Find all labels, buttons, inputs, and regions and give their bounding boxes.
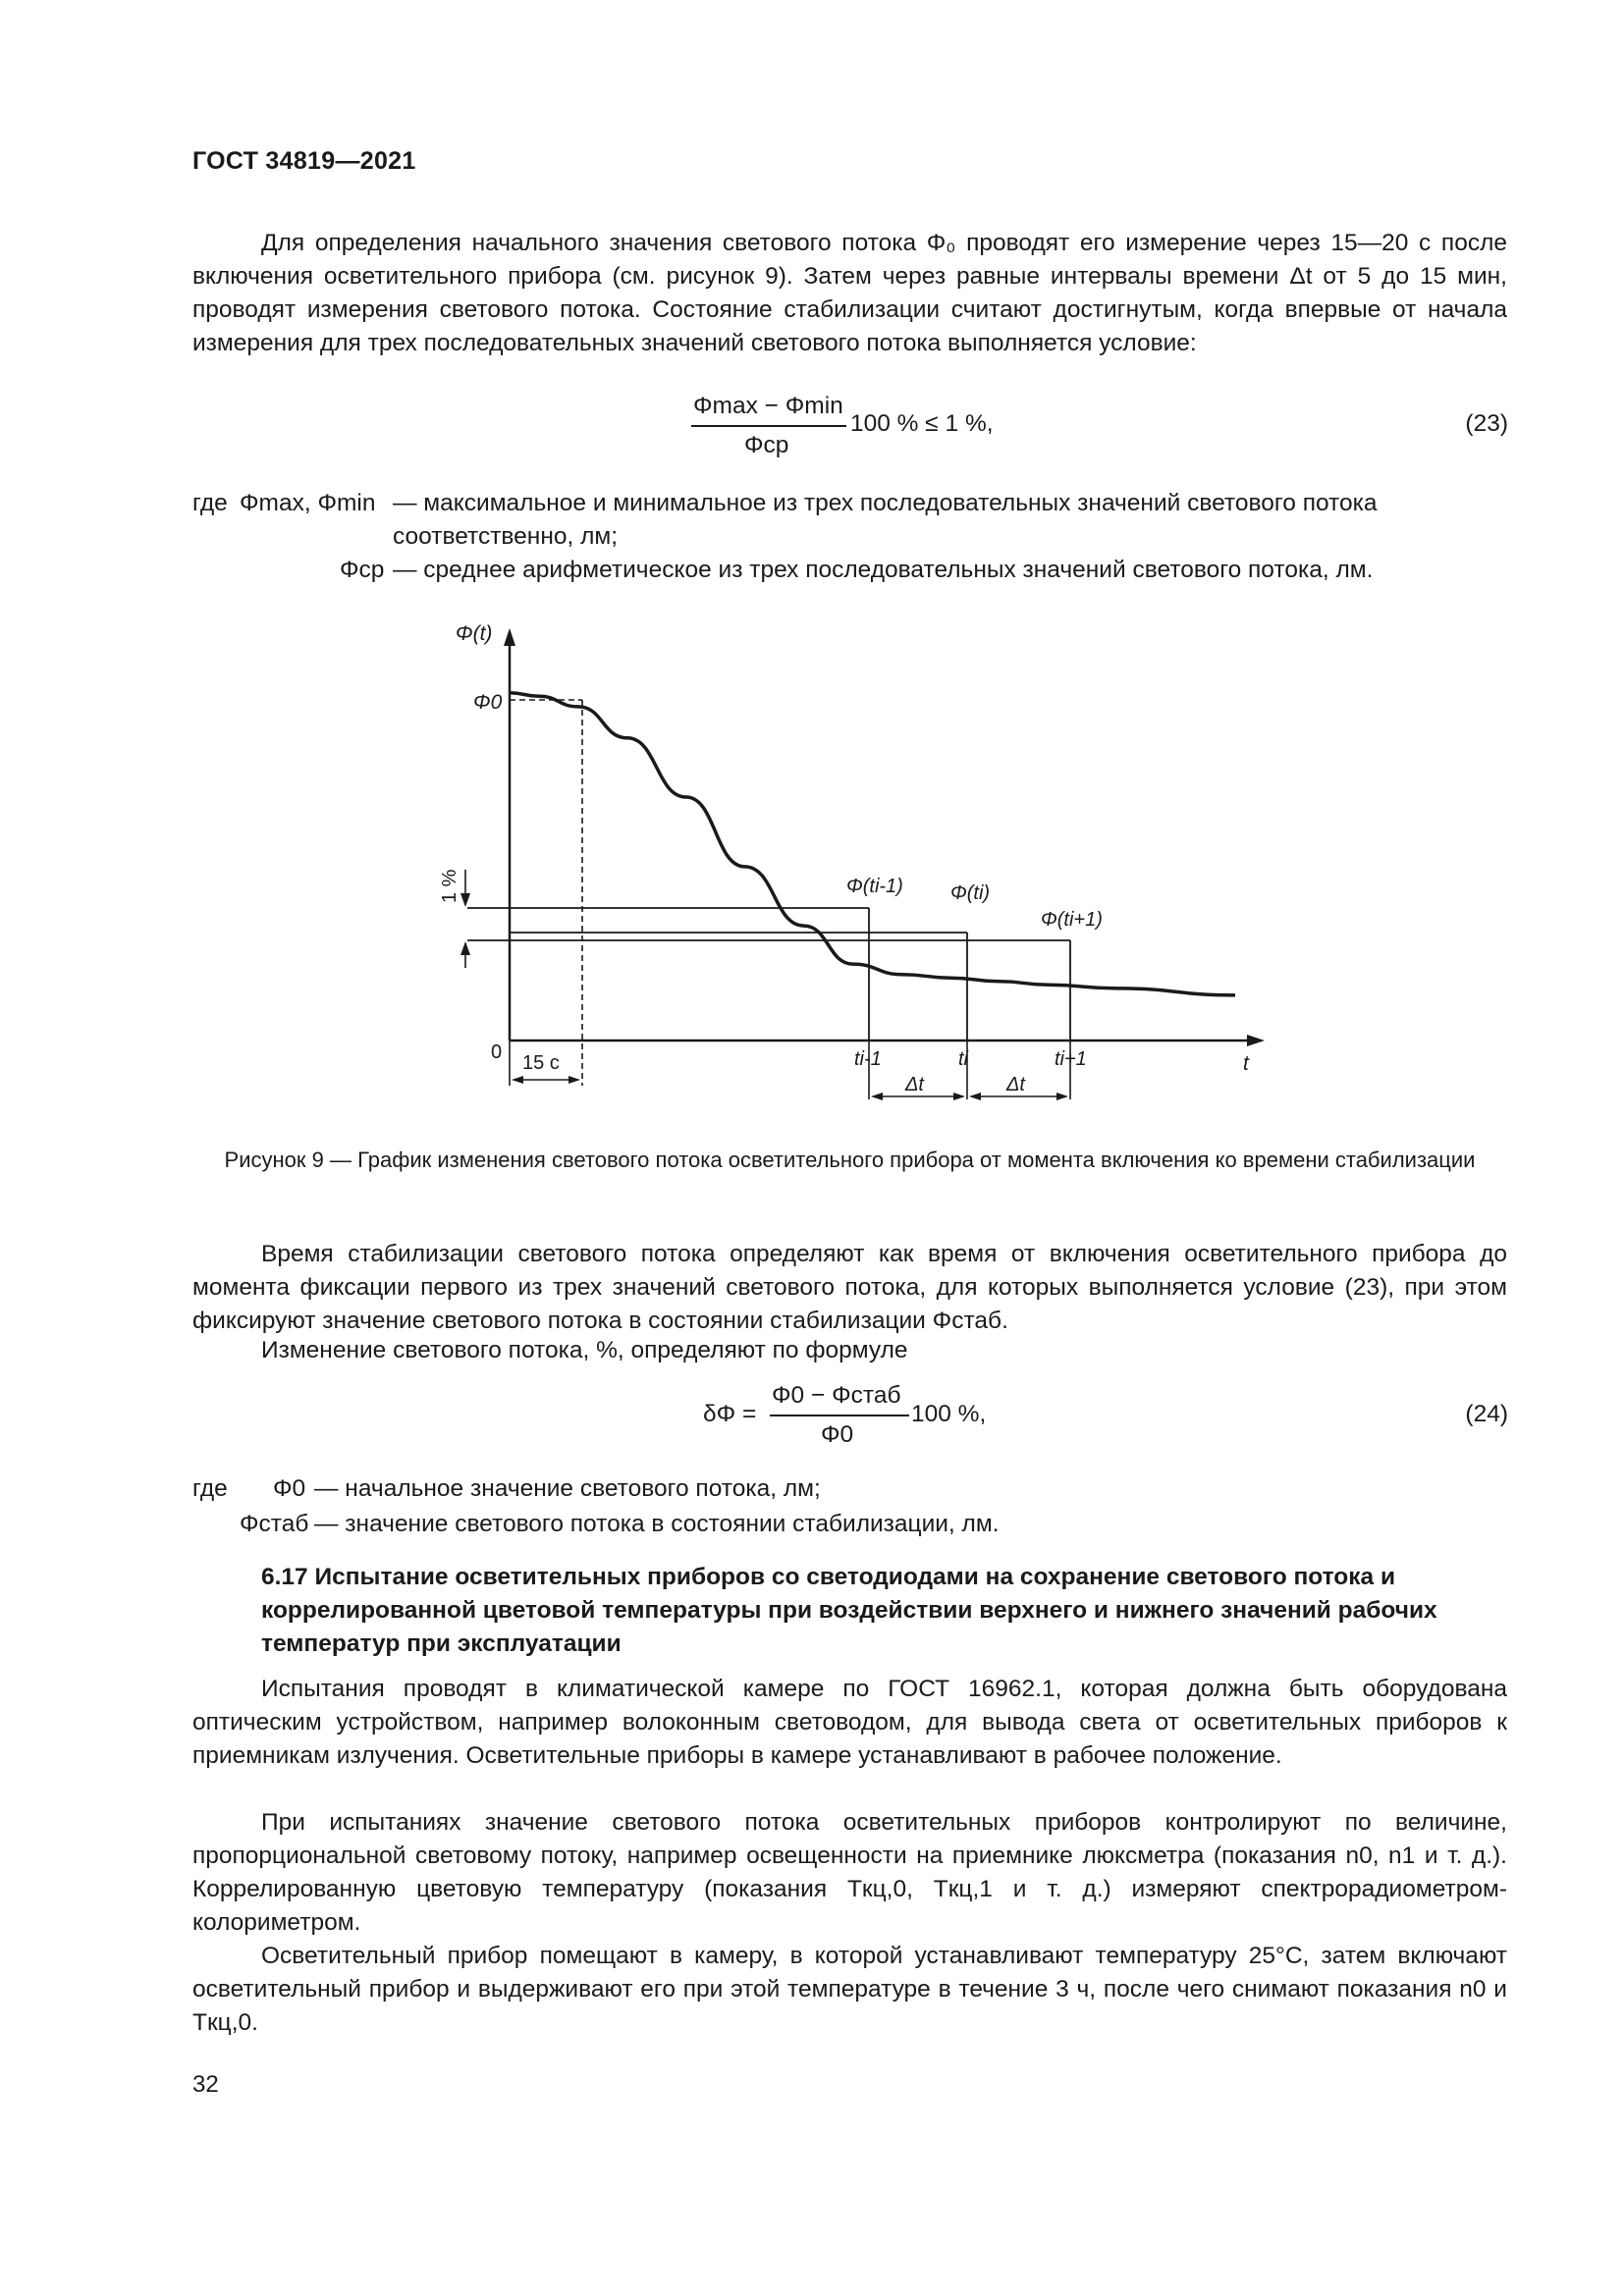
formula-24-lhs: δΦ = bbox=[703, 1401, 757, 1427]
origin-label: 0 bbox=[491, 1041, 503, 1063]
x-axis-arrow-icon bbox=[1247, 1035, 1265, 1046]
point-label-ti-plus-1: Φ(ti+1) bbox=[1041, 909, 1103, 931]
paragraph-climate-chamber: Испытания проводят в климатической камере по ГОСТ 16962.1, которая должна быть оборудована оптическим устройством, например волоконным световодом, для вывода света от осветительных приборов к приемникам излучения. Осветительные приборы в камере устанавливают в рабочее положение. bbox=[192, 1676, 1507, 1769]
paragraph-flux-change-intro: Изменение светового потока, %, определяют по формуле bbox=[261, 1337, 908, 1363]
legend-24-def2: — значение светового потока в состоянии стабилизации, лм. bbox=[314, 1511, 1000, 1537]
dt-label-2: Δt bbox=[1006, 1074, 1025, 1095]
legend-24-def1: — начальное значение светового потока, лм; bbox=[314, 1475, 821, 1502]
tolerance-arrowhead-bottom-icon bbox=[460, 941, 470, 955]
legend-23-term2: Φср bbox=[340, 557, 385, 583]
legend-23-def2: — среднее арифметическое из трех последовательных значений светового потока, лм. bbox=[393, 557, 1374, 583]
fifteen-sec-right-arrow-icon bbox=[568, 1076, 580, 1084]
legend-23-def1: — максимальное и минимальное из трех последовательных значений светового потока соответственно, лм; bbox=[393, 490, 1378, 550]
legend-24-term2: Φстаб bbox=[240, 1511, 309, 1537]
fifteen-sec-left-arrow-icon bbox=[512, 1076, 523, 1084]
paragraph-test-procedure: Осветительный прибор помещают в камеру, в которой устанавливают температуру 25°C, затем включают осветительный прибор и выдерживают его при этой температуре в течение 3 ч, после чего снимают показания n0 и Tкц,0. bbox=[192, 1943, 1507, 2036]
dt-dim-2-left-arrow-icon bbox=[969, 1093, 981, 1100]
dt-label-1: Δt bbox=[905, 1074, 924, 1095]
formula-24-tail: 100 %, bbox=[911, 1401, 987, 1427]
section-617-heading: 6.17 Испытание осветительных приборов со светодиодами на сохранение светового потока и коррелированной цветовой температуры при воздействии верхнего и нижнего значений рабочих температур при эксплуатации bbox=[261, 1564, 1437, 1657]
legend-23-intro: где bbox=[192, 490, 228, 516]
y-axis-label: Φ(t) bbox=[456, 622, 493, 645]
formula-23-tail: 100 % ≤ 1 %, bbox=[850, 410, 994, 437]
document-id: ГОСТ 34819—2021 bbox=[192, 147, 416, 175]
tick-ti-plus-1: ti+1 bbox=[1055, 1048, 1087, 1070]
flux-curve bbox=[510, 693, 1235, 995]
formula-23-denominator: Φср bbox=[744, 432, 789, 458]
point-label-ti-minus-1: Φ(ti-1) bbox=[846, 876, 903, 897]
legend-24-intro: где bbox=[192, 1475, 228, 1502]
formula-24-number: (24) bbox=[1465, 1401, 1508, 1427]
formula-24-numerator: Φ0 − Φстаб bbox=[772, 1382, 901, 1409]
dt-dim-1-right-arrow-icon bbox=[953, 1093, 965, 1100]
formula-24-bar bbox=[770, 1415, 909, 1416]
tick-ti-minus-1: ti-1 bbox=[854, 1048, 882, 1070]
fifteen-sec-label: 15 с bbox=[522, 1052, 560, 1074]
formula-23-number: (23) bbox=[1465, 410, 1508, 437]
x-axis-label: t bbox=[1243, 1052, 1249, 1075]
y-axis-arrow-icon bbox=[504, 628, 515, 646]
formula-24-denominator: Φ0 bbox=[821, 1421, 854, 1448]
dt-dim-1-left-arrow-icon bbox=[871, 1093, 883, 1100]
tolerance-label: 1 % bbox=[439, 869, 460, 903]
paragraph-initial-flux: Для определения начального значения светового потока Φ₀ проводят его измерение через 15—20 с после включения осветительного прибора (см. рисунок 9). Затем через равные интервалы времени Δt от 5 до 15 мин, проводят измерения светового потока. Состояние стабилизации считают достигнутым, когда впервые от начала измерения для трех последовательных значений светового потока выполняется условие: bbox=[192, 230, 1507, 356]
tolerance-arrowhead-top-icon bbox=[460, 893, 470, 907]
figure-9-caption: Рисунок 9 — График изменения светового потока осветительного прибора от момента включения ко времени стабилизации bbox=[224, 1148, 1476, 1172]
dt-dim-2-right-arrow-icon bbox=[1056, 1093, 1068, 1100]
paragraph-stabilization-time: Время стабилизации светового потока определяют как время от включения осветительного прибора до момента фиксации первого из трех значений светового потока, для которых выполняется условие (23), при этом фиксируют значение светового потока в состоянии стабилизации Φстаб. bbox=[192, 1241, 1507, 1334]
page-number: 32 bbox=[192, 2071, 219, 2098]
paragraph-measurement-method: При испытаниях значение светового потока осветительных приборов контролируют по величине, пропорциональной световому потоку, например освещенности на приемнике люксметра (показания n0, n1 и т. д.). Коррелированную цветовую температуру (показания Tкц,0, Tкц,1 и т. д.) измеряют спектрорадиометром-колориметром. bbox=[192, 1809, 1507, 1936]
tick-ti: ti bbox=[958, 1048, 968, 1070]
point-label-ti: Φ(ti) bbox=[950, 882, 991, 904]
legend-23-term1: Φmax, Φmin bbox=[240, 490, 376, 516]
phi0-label: Φ0 bbox=[473, 691, 503, 714]
formula-23-numerator: Φmax − Φmin bbox=[693, 393, 843, 419]
figure-9-chart bbox=[422, 618, 1286, 1119]
formula-23-bar bbox=[691, 425, 846, 427]
legend-24-term1: Φ0 bbox=[273, 1475, 306, 1502]
